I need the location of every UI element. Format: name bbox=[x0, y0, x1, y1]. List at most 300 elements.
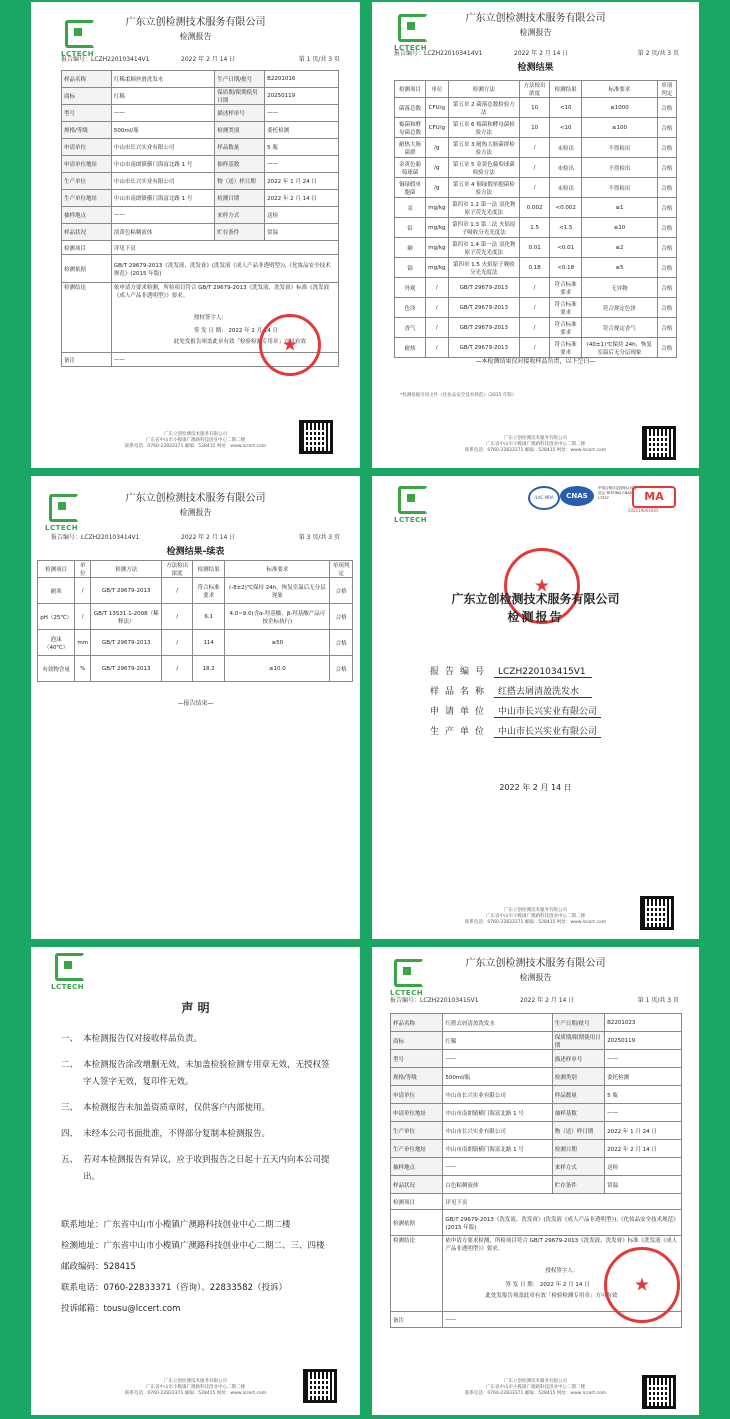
cell: <1.5 bbox=[550, 218, 582, 238]
report-page-1 bbox=[31, 2, 360, 468]
cell: 生产日期/批号 bbox=[552, 1014, 604, 1032]
cell: 合格 bbox=[657, 218, 676, 238]
cell: —— bbox=[111, 207, 214, 224]
table-row bbox=[62, 190, 339, 207]
footer-address: 广东省中山市小榄镇广澳路科技创业中心二期二楼 bbox=[486, 1385, 585, 1390]
cell: 第五章 3 耐热大肠菌群检验方法 bbox=[448, 138, 520, 158]
table-row bbox=[38, 630, 353, 656]
cell: 生产单位 bbox=[62, 173, 112, 190]
cell: 第五章 4 铜绿假单胞菌检验方法 bbox=[448, 178, 520, 198]
cell: ≥50 bbox=[225, 630, 330, 656]
cell: <10 bbox=[550, 98, 582, 118]
contact-line: 邮政编码：528415 bbox=[61, 1262, 136, 1272]
lctech-logo: LCTECH bbox=[394, 14, 434, 52]
cell: 型号 bbox=[62, 105, 112, 122]
signatory: 授权签字人： bbox=[193, 315, 227, 321]
cell: 0.01 bbox=[520, 238, 550, 258]
cell: 检测日期 bbox=[215, 190, 265, 207]
lctech-logo: LCTECH bbox=[45, 494, 85, 532]
cell: / bbox=[162, 578, 193, 604]
cover-field bbox=[430, 684, 592, 698]
statement-item bbox=[61, 1057, 336, 1091]
stamp-note: 此处发报告须盖此章有效「检验检测专用章」方可有效 bbox=[485, 1293, 618, 1299]
cell: /g bbox=[426, 178, 448, 198]
cell: 合格 bbox=[657, 178, 676, 198]
cell: 2022 年 1 月 24 日 bbox=[605, 1122, 682, 1140]
cover-field bbox=[430, 704, 601, 718]
cover-field-value: 红搭去屑清盈洗发水 bbox=[494, 684, 592, 698]
cell: 备注 bbox=[62, 353, 112, 367]
cell: 抽样地点 bbox=[62, 207, 112, 224]
cell: mg/kg bbox=[426, 218, 448, 238]
cover-company: 广东立创检测技术服务有限公司 bbox=[451, 592, 620, 606]
cell: —— bbox=[443, 1312, 682, 1328]
cell: 合格 bbox=[657, 138, 676, 158]
cell: 样品状况 bbox=[62, 224, 112, 241]
cell: 中山市南朗镇横门海富北路 1 号 bbox=[111, 190, 214, 207]
cell: 第四章 1.3 第二法 火焰原子吸收分光光度法 bbox=[448, 218, 520, 238]
cell: 淡黄色粘稠液体 bbox=[111, 224, 214, 241]
cell: 镉 bbox=[395, 258, 426, 278]
cell: 砷 bbox=[395, 238, 426, 258]
cell: —— bbox=[605, 1104, 682, 1122]
cell: 检测结论 bbox=[391, 1236, 443, 1312]
cell: / bbox=[162, 630, 193, 656]
cell: pH（25℃） bbox=[38, 604, 75, 630]
cell: CFU/g bbox=[426, 118, 448, 138]
cell: 0.002 bbox=[520, 198, 550, 218]
cell: —— bbox=[111, 105, 214, 122]
cell: / bbox=[75, 604, 91, 630]
cell: —— bbox=[265, 156, 339, 173]
cell: 符合规定色泽 bbox=[582, 298, 657, 318]
table-row bbox=[38, 578, 353, 604]
cell: 菌落总数 bbox=[395, 98, 426, 118]
cell: ≤100 bbox=[582, 118, 657, 138]
cell: <0.18 bbox=[550, 258, 582, 278]
report-page-2 bbox=[372, 2, 699, 468]
cell: GB/T 29679-2013《洗发液、洗发膏》(洗发液《成人产品非透明型》),《化妆品安全技术规范》(2015 年版) bbox=[443, 1210, 682, 1236]
cell: 详见下页 bbox=[111, 241, 338, 255]
footer-company: 广东立创检测技术服务有限公司 bbox=[164, 1379, 227, 1384]
statement-number: 四、 bbox=[61, 1129, 79, 1139]
cell: 合格 bbox=[657, 258, 676, 278]
table-row bbox=[395, 158, 677, 178]
cell: 中山市南朗镇横门海富北路 1 号 bbox=[443, 1140, 552, 1158]
cell: 合格 bbox=[330, 630, 353, 656]
cell: 样品状况 bbox=[391, 1176, 443, 1194]
cell: 中山市长兴实业有限公司 bbox=[111, 173, 214, 190]
statement-text: 本检测报告未加盖资质章时，仅供客户内部使用。 bbox=[83, 1103, 271, 1113]
cell: 耐寒 bbox=[38, 578, 75, 604]
column-header: 检测方法 bbox=[91, 561, 162, 578]
cell: 委托检测 bbox=[605, 1068, 682, 1086]
report-label: 检测报告 bbox=[519, 973, 552, 982]
cell: 送检 bbox=[265, 207, 339, 224]
cell: /g bbox=[426, 158, 448, 178]
cell: 样品名称 bbox=[62, 71, 112, 88]
table-row bbox=[391, 1086, 682, 1104]
cell: —— bbox=[443, 1158, 552, 1176]
contact-line: 联系地址：广东省中山市小榄镇广澳路科技创业中心二期二楼 bbox=[61, 1220, 291, 1230]
cell: ≤10 bbox=[582, 218, 657, 238]
cell: (40±1)℃保持 24h，恢复室温后无分层现象 bbox=[582, 338, 657, 358]
page-number: 第 1 页/共 3 页 bbox=[298, 56, 340, 63]
cell: 不得检出 bbox=[582, 178, 657, 198]
table-row bbox=[395, 298, 677, 318]
cell: 第四章 1.5 火焰原子吸收分光光度法 bbox=[448, 258, 520, 278]
cell: 合格 bbox=[330, 604, 353, 630]
cell: 物（送）样日期 bbox=[215, 173, 265, 190]
cell: 详见下页 bbox=[443, 1194, 682, 1210]
cell: 第四章 1.4 第一法 氢化物原子荧光光度法 bbox=[448, 238, 520, 258]
cell: 中山市长兴实业有限公司 bbox=[443, 1122, 552, 1140]
cell: / bbox=[520, 158, 550, 178]
company-name: 广东立创检测技术服务有限公司 bbox=[125, 17, 266, 28]
cover-field-label: 样品名称 bbox=[430, 687, 491, 697]
cell: GB/T 29679-2013 bbox=[448, 298, 520, 318]
ilac-badge: ILAC-MRA bbox=[528, 486, 560, 510]
cell: 合格 bbox=[657, 318, 676, 338]
cell: 有效物含量 bbox=[38, 656, 75, 682]
statement-text: 本检测报告涂改增删无效，未加盖检验检测专用章无效，无授权签字人签字无效，复印件无效。 bbox=[83, 1060, 330, 1087]
table-row bbox=[62, 139, 339, 156]
column-header: 检测项目 bbox=[395, 81, 426, 98]
table-row bbox=[395, 218, 677, 238]
column-header: 方法检出浓度 bbox=[162, 561, 193, 578]
cell: 描述样单号 bbox=[215, 105, 265, 122]
company-name: 广东立创检测技术服务有限公司 bbox=[465, 958, 606, 969]
footer-address: 广东省中山市小榄镇广澳路科技创业中心二期二楼 bbox=[486, 914, 585, 919]
column-header: 检测结果 bbox=[192, 561, 224, 578]
cell: 红稀 bbox=[111, 88, 214, 105]
inspection-seal: ★ bbox=[259, 314, 321, 376]
cell: (-8±2)℃保持 24h，恢复室温后无分层现象 bbox=[225, 578, 330, 604]
cell: 1.5 bbox=[520, 218, 550, 238]
column-header: 方法检出浓度 bbox=[520, 81, 550, 98]
cell: 20250119 bbox=[265, 88, 339, 105]
cell: 申请单位地址 bbox=[391, 1104, 443, 1122]
lctech-logo: LCTECH bbox=[51, 953, 91, 991]
column-header: 检测结果 bbox=[550, 81, 582, 98]
cell: 抽样基数 bbox=[552, 1104, 604, 1122]
cell: 符合规定香气 bbox=[582, 318, 657, 338]
cell: 不得检出 bbox=[582, 158, 657, 178]
cell: / bbox=[520, 138, 550, 158]
statement-number: 一、 bbox=[61, 1034, 79, 1044]
cell: 型号 bbox=[391, 1050, 443, 1068]
cma-number: 202119001605 bbox=[628, 508, 659, 513]
section-title: 检测结果-续表 bbox=[166, 547, 225, 557]
page-number: 第 2 页/共 3 页 bbox=[637, 50, 679, 57]
contact-line: 检测地址：广东省中山市小榄镇广澳路科技创业中心二期二、三、四楼 bbox=[61, 1241, 325, 1251]
cell: mm bbox=[75, 630, 91, 656]
report-label: 检测报告 bbox=[519, 28, 552, 37]
cell: mg/kg bbox=[426, 238, 448, 258]
cell: 检测结论 bbox=[62, 283, 112, 353]
cell: GB/T 29679-2013《洗发液、洗发膏》(洗发液《成人产品非透明型》),《化妆品安全技术规范》(2015 年版) bbox=[111, 255, 338, 283]
cell: 合格 bbox=[657, 98, 676, 118]
footer-contact: 联系电话：0760-22833371 邮编：528415 网址：www.lccert.com bbox=[464, 448, 607, 453]
table-row bbox=[38, 656, 353, 682]
cell: 2022 年 1 月 24 日 bbox=[265, 173, 339, 190]
footer-contact: 联系电话：0760-22833371 邮编：528415 网址：www.lccert.com bbox=[464, 920, 607, 925]
statement-page bbox=[31, 947, 360, 1415]
cell: 检测类别 bbox=[552, 1068, 604, 1086]
cell: 第五章 5 金黄色葡萄球菌检验方法 bbox=[448, 158, 520, 178]
cell: /g bbox=[426, 138, 448, 158]
cell: 未检出 bbox=[550, 158, 582, 178]
cell: —— bbox=[265, 105, 339, 122]
cover-field bbox=[430, 724, 601, 738]
cell: 不得检出 bbox=[582, 138, 657, 158]
table-row bbox=[395, 98, 677, 118]
cell: 泡沫（40℃） bbox=[38, 630, 75, 656]
cell: 20250119 bbox=[605, 1032, 682, 1050]
cell: 符合标准要求 bbox=[550, 298, 582, 318]
cell: mg/kg bbox=[426, 258, 448, 278]
inspection-seal: ★ bbox=[504, 548, 580, 624]
footer-company: 广东立创检测技术服务有限公司 bbox=[504, 436, 567, 441]
cma-badge: MA bbox=[632, 486, 676, 508]
report-number: 报告编号：LCZH220103414V1 bbox=[61, 56, 150, 63]
report-page-6 bbox=[372, 947, 699, 1415]
cell: 样品数量 bbox=[215, 139, 265, 156]
table-row bbox=[391, 1122, 682, 1140]
report-date: 2022 年 2 月 14 日 bbox=[181, 534, 236, 541]
cell: 符合标准要求 bbox=[550, 278, 582, 298]
table-row bbox=[38, 604, 353, 630]
cell: ≤1000 bbox=[582, 98, 657, 118]
cell: GB/T 29679-2013 bbox=[91, 656, 162, 682]
cell: 合格 bbox=[657, 158, 676, 178]
qr-code bbox=[642, 1375, 676, 1409]
company-name: 广东立创检测技术服务有限公司 bbox=[125, 493, 266, 504]
conclusion-text: 依申请方要求检测，所检项目符合 GB/T 29679-2013《洗发液、洗发膏》标准《洗发液《成人产品非透明型》》要求。 bbox=[445, 1238, 678, 1252]
cell: 500ml/瓶 bbox=[443, 1068, 552, 1086]
cell: 未检出 bbox=[550, 178, 582, 198]
cell: 描述样单号 bbox=[552, 1050, 604, 1068]
cell: 贮存条件 bbox=[552, 1176, 604, 1194]
cell: GB/T 13531.1-2008（稀释法） bbox=[91, 604, 162, 630]
cell: 贮存条件 bbox=[215, 224, 265, 241]
cell: 中山市长兴实业有限公司 bbox=[443, 1086, 552, 1104]
cell: 符合标准要求 bbox=[550, 318, 582, 338]
table-row bbox=[391, 1014, 682, 1032]
cell: / bbox=[162, 656, 193, 682]
report-label: 检测报告 bbox=[179, 508, 212, 517]
company-name: 广东立创检测技术服务有限公司 bbox=[465, 13, 606, 24]
statement-item bbox=[61, 1100, 336, 1117]
cell: 耐热大肠菌群 bbox=[395, 138, 426, 158]
cell: / bbox=[75, 578, 91, 604]
issue-date: 签 发 日 期： 2022 年 2 月 14 日 bbox=[193, 328, 279, 334]
qr-code bbox=[642, 426, 676, 460]
cell: GB/T 29679-2013 bbox=[91, 630, 162, 656]
cell: 检测项目 bbox=[62, 241, 112, 255]
table-row bbox=[62, 122, 339, 139]
cell: 符合标准要求 bbox=[192, 578, 224, 604]
column-header: 单位 bbox=[75, 561, 91, 578]
cell: 合格 bbox=[657, 238, 676, 258]
cell: / bbox=[426, 278, 448, 298]
cell: / bbox=[520, 318, 550, 338]
report-page-3 bbox=[31, 476, 360, 939]
cell: 红稀柔顺丝滑洗发水 bbox=[111, 71, 214, 88]
results-table bbox=[394, 80, 677, 358]
table-row bbox=[395, 318, 677, 338]
cell: 霉菌和酵母菌总数 bbox=[395, 118, 426, 138]
inspection-seal: ★ bbox=[604, 1247, 680, 1323]
cnas-badge: CNAS bbox=[560, 486, 594, 506]
cell: 中山市长兴实业有限公司 bbox=[111, 139, 214, 156]
cell: 备注 bbox=[391, 1312, 443, 1328]
cell: 色泽 bbox=[395, 298, 426, 318]
contact-line: 联系电话：0760-22833371（咨询）、22833582（投诉） bbox=[61, 1283, 287, 1293]
statement-item bbox=[61, 1126, 336, 1143]
cell: ≥10.0 bbox=[225, 656, 330, 682]
end-note: —本检测结果仅对接收样品负责，以下空白— bbox=[475, 358, 596, 365]
cell: ≤2 bbox=[582, 238, 657, 258]
cell: 检测类别 bbox=[215, 122, 265, 139]
cell: 10 bbox=[520, 98, 550, 118]
footer-contact: 联系电话：0760-22833371 邮编：528415 网址：www.lccert.com bbox=[124, 444, 267, 449]
cell: GB/T 29679-2013 bbox=[91, 578, 162, 604]
cell: / bbox=[520, 338, 550, 358]
cell: / bbox=[520, 298, 550, 318]
report-date: 2022 年 2 月 14 日 bbox=[520, 997, 575, 1004]
cover-field-label: 报告编号 bbox=[430, 667, 491, 677]
cell: 合格 bbox=[657, 338, 676, 358]
cell: <0.002 bbox=[550, 198, 582, 218]
table-row bbox=[391, 1050, 682, 1068]
report-date: 2022 年 2 月 14 日 bbox=[181, 56, 236, 63]
cell: 检测依据 bbox=[62, 255, 112, 283]
cell: 5 瓶 bbox=[605, 1086, 682, 1104]
cover-field-value: 中山市长兴实业有限公司 bbox=[494, 724, 601, 738]
cell: 申请单位地址 bbox=[62, 156, 112, 173]
cover-field-value: LCZH220103415V1 bbox=[494, 667, 592, 678]
cell: 114 bbox=[192, 630, 224, 656]
cell: 红稀 bbox=[443, 1032, 552, 1050]
table-row bbox=[391, 1032, 682, 1050]
cell: 红搭去屑清盈洗发水 bbox=[443, 1014, 552, 1032]
cnas-text: 中国合格评定国家认可委员会 TESTING CNAS L7337 bbox=[598, 486, 637, 500]
conclusion-text: 依申请方要求检测，所检项目符合 GB/T 29679-2013《洗发液、洗发膏》标准《洗发液《成人产品非透明型》》要求。 bbox=[113, 285, 330, 299]
table-row bbox=[62, 173, 339, 190]
cell: 申请单位 bbox=[62, 139, 112, 156]
cell: 合格 bbox=[330, 578, 353, 604]
report-cover bbox=[372, 476, 699, 939]
cover-field-label: 生产单位 bbox=[430, 727, 491, 737]
table-row bbox=[62, 88, 339, 105]
lctech-logo: LCTECH bbox=[394, 486, 434, 524]
footer-address: 广东省中山市小榄镇广澳路科技创业中心二期二楼 bbox=[146, 438, 245, 443]
cell: 生产单位地址 bbox=[391, 1140, 443, 1158]
cell: 18.2 bbox=[192, 656, 224, 682]
footer-company: 广东立创检测技术服务有限公司 bbox=[504, 1379, 567, 1384]
cell: 商标 bbox=[391, 1032, 443, 1050]
page-number: 第 3 页/共 3 页 bbox=[298, 534, 340, 541]
cell: —— bbox=[605, 1050, 682, 1068]
statement-item bbox=[61, 1152, 336, 1186]
cell: / bbox=[426, 338, 448, 358]
cell: GB/T 29679-2013 bbox=[448, 338, 520, 358]
cell: 申请单位 bbox=[391, 1086, 443, 1104]
table-row bbox=[62, 71, 339, 88]
cell: % bbox=[75, 656, 91, 682]
cover-field-value: 中山市长兴实业有限公司 bbox=[494, 704, 601, 718]
cell: 符合标准要求 bbox=[550, 338, 582, 358]
report-date: 2022 年 2 月 14 日 bbox=[514, 50, 569, 57]
cell: / bbox=[520, 178, 550, 198]
statement-text: 未经本公司书面批准，不得部分复制本检测报告。 bbox=[83, 1129, 271, 1139]
column-header: 单位 bbox=[426, 81, 448, 98]
cell: / bbox=[426, 298, 448, 318]
cell: / bbox=[520, 278, 550, 298]
table-row bbox=[391, 1176, 682, 1194]
cell: 生产单位地址 bbox=[62, 190, 112, 207]
cell: 未检出 bbox=[550, 138, 582, 158]
cell: 5 瓶 bbox=[265, 139, 339, 156]
cell: 来样方式 bbox=[552, 1158, 604, 1176]
cell: GB/T 29679-2013 bbox=[448, 278, 520, 298]
table-row bbox=[395, 238, 677, 258]
contact-line: 投诉邮箱：tousu@lccert.com bbox=[61, 1304, 181, 1314]
cell: 生产单位 bbox=[391, 1122, 443, 1140]
column-header: 标准要求 bbox=[582, 81, 657, 98]
cell: 2022 年 2 月 14 日 bbox=[605, 1140, 682, 1158]
lctech-logo: LCTECH bbox=[61, 20, 101, 58]
footer-company: 广东立创检测技术服务有限公司 bbox=[164, 432, 227, 437]
section-title: 检测结果 bbox=[517, 63, 554, 73]
cell: 第五章 2 菌落总数检验方法 bbox=[448, 98, 520, 118]
column-header: 单项判定 bbox=[657, 81, 676, 98]
cell: 中山市南朗镇横门海富北路 1 号 bbox=[111, 156, 214, 173]
cell: 规格/等级 bbox=[62, 122, 112, 139]
cell: GB/T 29679-2013 bbox=[448, 318, 520, 338]
cell: <10 bbox=[550, 118, 582, 138]
cell: 0.18 bbox=[520, 258, 550, 278]
table-row bbox=[391, 1140, 682, 1158]
table-row bbox=[62, 224, 339, 241]
cell: ≤1 bbox=[582, 198, 657, 218]
cell: 抽样基数 bbox=[215, 156, 265, 173]
table-row bbox=[395, 338, 677, 358]
cell: CFU/g bbox=[426, 98, 448, 118]
cell: 中山市南朗镇横门海富北路 1 号 bbox=[443, 1104, 552, 1122]
signatory: 授权签字人： bbox=[545, 1268, 579, 1274]
cell: 无异物 bbox=[582, 278, 657, 298]
cell: 6.1 bbox=[192, 604, 224, 630]
stamp-note: 此处发报告须盖此章有效「检验检测专用章」方可有效 bbox=[173, 339, 306, 345]
footer-address: 广东省中山市小榄镇广澳路科技创业中心二期二楼 bbox=[486, 442, 585, 447]
cell: 合格 bbox=[657, 278, 676, 298]
cell: 10 bbox=[520, 118, 550, 138]
cell: 白色粘稠液体 bbox=[443, 1176, 552, 1194]
cell: 合格 bbox=[657, 298, 676, 318]
table-row bbox=[62, 207, 339, 224]
statement-text: 若对本检测报告有异议，应于收到报告之日起十五天内向本公司提出。 bbox=[83, 1155, 330, 1182]
column-header: 检测方法 bbox=[448, 81, 520, 98]
cell: / bbox=[162, 604, 193, 630]
page-number: 第 1 页/共 3 页 bbox=[637, 997, 679, 1004]
foot-note: *检测依据引用文件《化妆品安全技术规范》（2015 年版） bbox=[400, 393, 517, 398]
cell: —— bbox=[111, 353, 338, 367]
qr-code bbox=[303, 1369, 337, 1403]
cell: 委托检测 bbox=[265, 122, 339, 139]
cell: 检测项目 bbox=[391, 1194, 443, 1210]
